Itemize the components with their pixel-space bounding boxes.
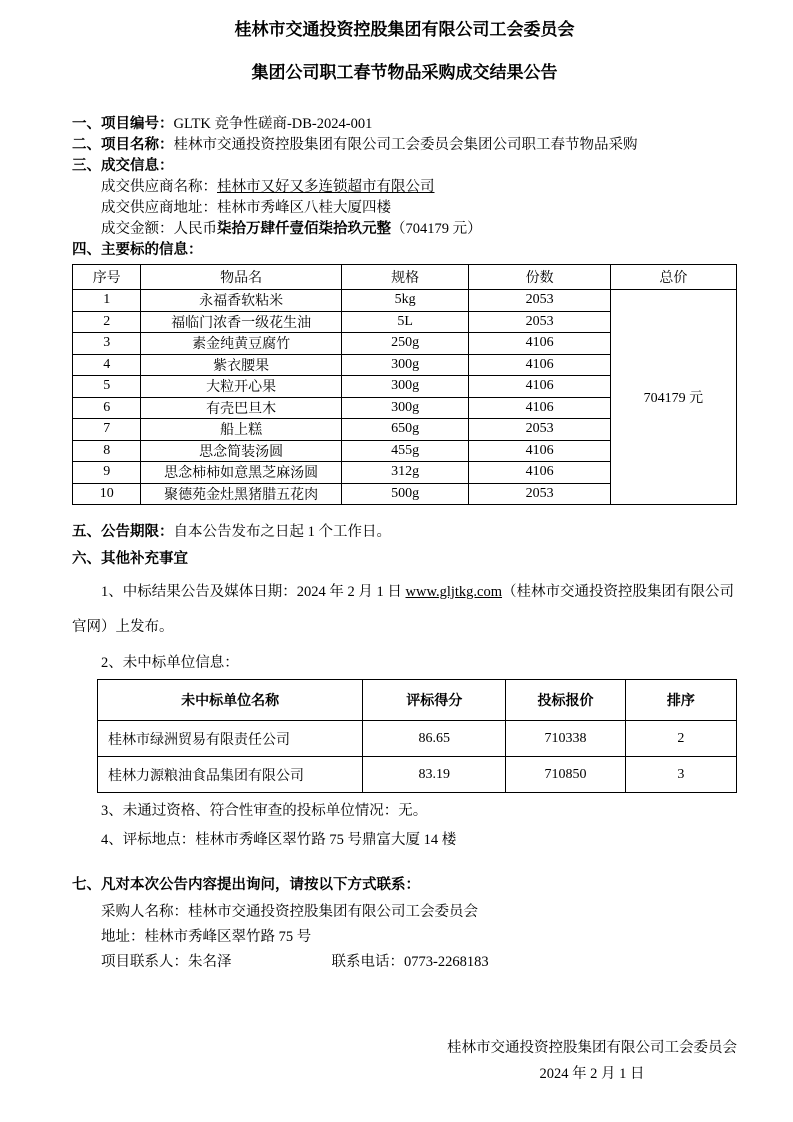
header-qty: 份数 [469, 265, 610, 290]
cell-no: 4 [73, 354, 141, 376]
section-7-heading: 七、凡对本次公告内容提出询问，请按以下方式联系： [72, 877, 420, 893]
section-5-label: 五、公告期限： [72, 524, 174, 540]
section-6-heading: 六、其他补充事宜 [72, 551, 188, 567]
cell-spec: 5kg [341, 290, 468, 312]
supplier-name-line [72, 177, 737, 198]
losing-bidders-table [97, 679, 737, 793]
supplement-item-2: 2、未中标单位信息： [101, 655, 239, 671]
cell-rank: 3 [625, 757, 736, 793]
cell-qty: 2053 [469, 419, 610, 441]
cell-spec: 312g [341, 462, 468, 484]
cell-qty: 4106 [469, 440, 610, 462]
supplier-name-value: 桂林市又好又多连锁超市有限公司 [217, 179, 435, 195]
award-amount-line [72, 219, 737, 240]
cell-score: 83.19 [363, 757, 506, 793]
signature-block [72, 1035, 737, 1087]
page-subtitle: 集团公司职工春节物品采购成交结果公告 [251, 63, 558, 82]
section-4-heading: 四、主要标的信息： [72, 242, 203, 258]
section-2-label: 二、项目名称： [72, 137, 174, 153]
contact-person: 项目联系人：朱名泽 [101, 954, 232, 970]
item-1-prefix: 1、中标结果公告及媒体日期：2024 年 2 月 1 日 [101, 584, 406, 600]
award-amount-numeric: （704179 元） [391, 221, 482, 237]
cell-name: 大粒开心果 [141, 376, 342, 398]
table-row [98, 721, 737, 757]
table-header-row [73, 265, 737, 290]
cell-name: 紫衣腰果 [141, 354, 342, 376]
cell-qty: 4106 [469, 397, 610, 419]
cell-bid-price: 710850 [506, 757, 625, 793]
cell-name: 福临门浓香一级花生油 [141, 311, 342, 333]
cell-name: 船上糕 [141, 419, 342, 441]
cell-no: 7 [73, 419, 141, 441]
section-5-value: 自本公告发布之日起 1 个工作日。 [173, 524, 391, 540]
section-3-heading: 三、成交信息： [72, 158, 174, 174]
cell-no: 8 [73, 440, 141, 462]
award-amount-label: 成交金额： [101, 221, 174, 237]
header-total: 总价 [610, 265, 736, 290]
main-items-table [72, 264, 737, 505]
section-1-value: GLTK 竞争性磋商-DB-2024-001 [173, 116, 373, 132]
cell-name: 素金纯黄豆腐竹 [141, 333, 342, 355]
cell-name: 聚德苑金灶黑猪腊五花肉 [141, 483, 342, 505]
supplement-item-3: 3、未通过资格、符合性审查的投标单位情况：无。 [101, 803, 428, 819]
cell-no: 10 [73, 483, 141, 505]
contact-phone: 联系电话：0773-2268183 [331, 954, 489, 970]
header-no: 序号 [73, 265, 141, 290]
cell-spec: 250g [341, 333, 468, 355]
cell-no: 3 [73, 333, 141, 355]
cell-no: 9 [73, 462, 141, 484]
supplier-name-label: 成交供应商名称： [101, 179, 217, 195]
supplement-item-1 [72, 575, 737, 645]
header-spec: 规格 [341, 265, 468, 290]
cell-spec: 300g [341, 354, 468, 376]
cell-spec: 5L [341, 311, 468, 333]
cell-spec: 455g [341, 440, 468, 462]
item-1-suffix: （桂林市交通投资控股集团有限公司官网）上发布。 [72, 584, 735, 635]
supplier-address-value: 桂林市秀峰区八桂大厦四楼 [217, 200, 391, 216]
cell-name: 思念简装汤圆 [141, 440, 342, 462]
contact-buyer-line: 采购人名称：桂林市交通投资控股集团有限公司工会委员会 [101, 904, 478, 920]
cell-rank: 2 [625, 721, 736, 757]
page-title: 桂林市交通投资控股集团有限公司工会委员会 [234, 20, 575, 39]
header-bid-price: 投标报价 [506, 680, 625, 721]
cell-no: 5 [73, 376, 141, 398]
cell-name: 思念柿柿如意黑芝麻汤圆 [141, 462, 342, 484]
award-amount-prefix: 人民币 [173, 221, 217, 237]
website-link[interactable]: www.gljtkg.com [405, 584, 503, 600]
cell-bidder-name: 桂林市绿洲贸易有限责任公司 [98, 721, 363, 757]
table-header-row [98, 680, 737, 721]
table-row [98, 757, 737, 793]
supplement-item-4: 4、评标地点：桂林市秀峰区翠竹路 75 号鼎富大厦 14 楼 [101, 832, 457, 848]
cell-spec: 300g [341, 397, 468, 419]
cell-bidder-name: 桂林力源粮油食品集团有限公司 [98, 757, 363, 793]
cell-qty: 4106 [469, 354, 610, 376]
cell-qty: 2053 [469, 483, 610, 505]
cell-qty: 4106 [469, 333, 610, 355]
cell-no: 2 [73, 311, 141, 333]
section-1-project-number [72, 114, 737, 135]
section-5-notice-period [72, 522, 737, 543]
table-row [73, 290, 737, 312]
header-score: 评标得分 [363, 680, 506, 721]
supplier-address-label: 成交供应商地址： [101, 200, 217, 216]
header-bidder-name: 未中标单位名称 [98, 680, 363, 721]
header-name: 物品名 [141, 265, 342, 290]
cell-score: 86.65 [363, 721, 506, 757]
contact-person-line [72, 950, 737, 975]
cell-name: 永福香软粘米 [141, 290, 342, 312]
supplier-address-line [72, 198, 737, 219]
cell-qty: 4106 [469, 376, 610, 398]
cell-no: 6 [73, 397, 141, 419]
award-amount-chinese: 柒拾万肆仟壹佰柒拾玖元整 [217, 221, 391, 237]
cell-spec: 300g [341, 376, 468, 398]
cell-qty: 4106 [469, 462, 610, 484]
section-2-project-name [72, 135, 737, 156]
signature-date: 2024 年 2 月 1 日 [539, 1066, 645, 1082]
cell-qty: 2053 [469, 290, 610, 312]
cell-total-price: 704179 元 [610, 290, 736, 505]
cell-no: 1 [73, 290, 141, 312]
section-1-label: 一、项目编号： [72, 116, 174, 132]
contact-address-line: 地址：桂林市秀峰区翠竹路 75 号 [101, 929, 312, 945]
cell-spec: 500g [341, 483, 468, 505]
header-rank: 排序 [625, 680, 736, 721]
section-2-value: 桂林市交通投资控股集团有限公司工会委员会集团公司职工春节物品采购 [173, 137, 638, 153]
cell-spec: 650g [341, 419, 468, 441]
cell-qty: 2053 [469, 311, 610, 333]
cell-name: 有壳巴旦木 [141, 397, 342, 419]
signature-org: 桂林市交通投资控股集团有限公司工会委员会 [447, 1040, 737, 1056]
cell-bid-price: 710338 [506, 721, 625, 757]
